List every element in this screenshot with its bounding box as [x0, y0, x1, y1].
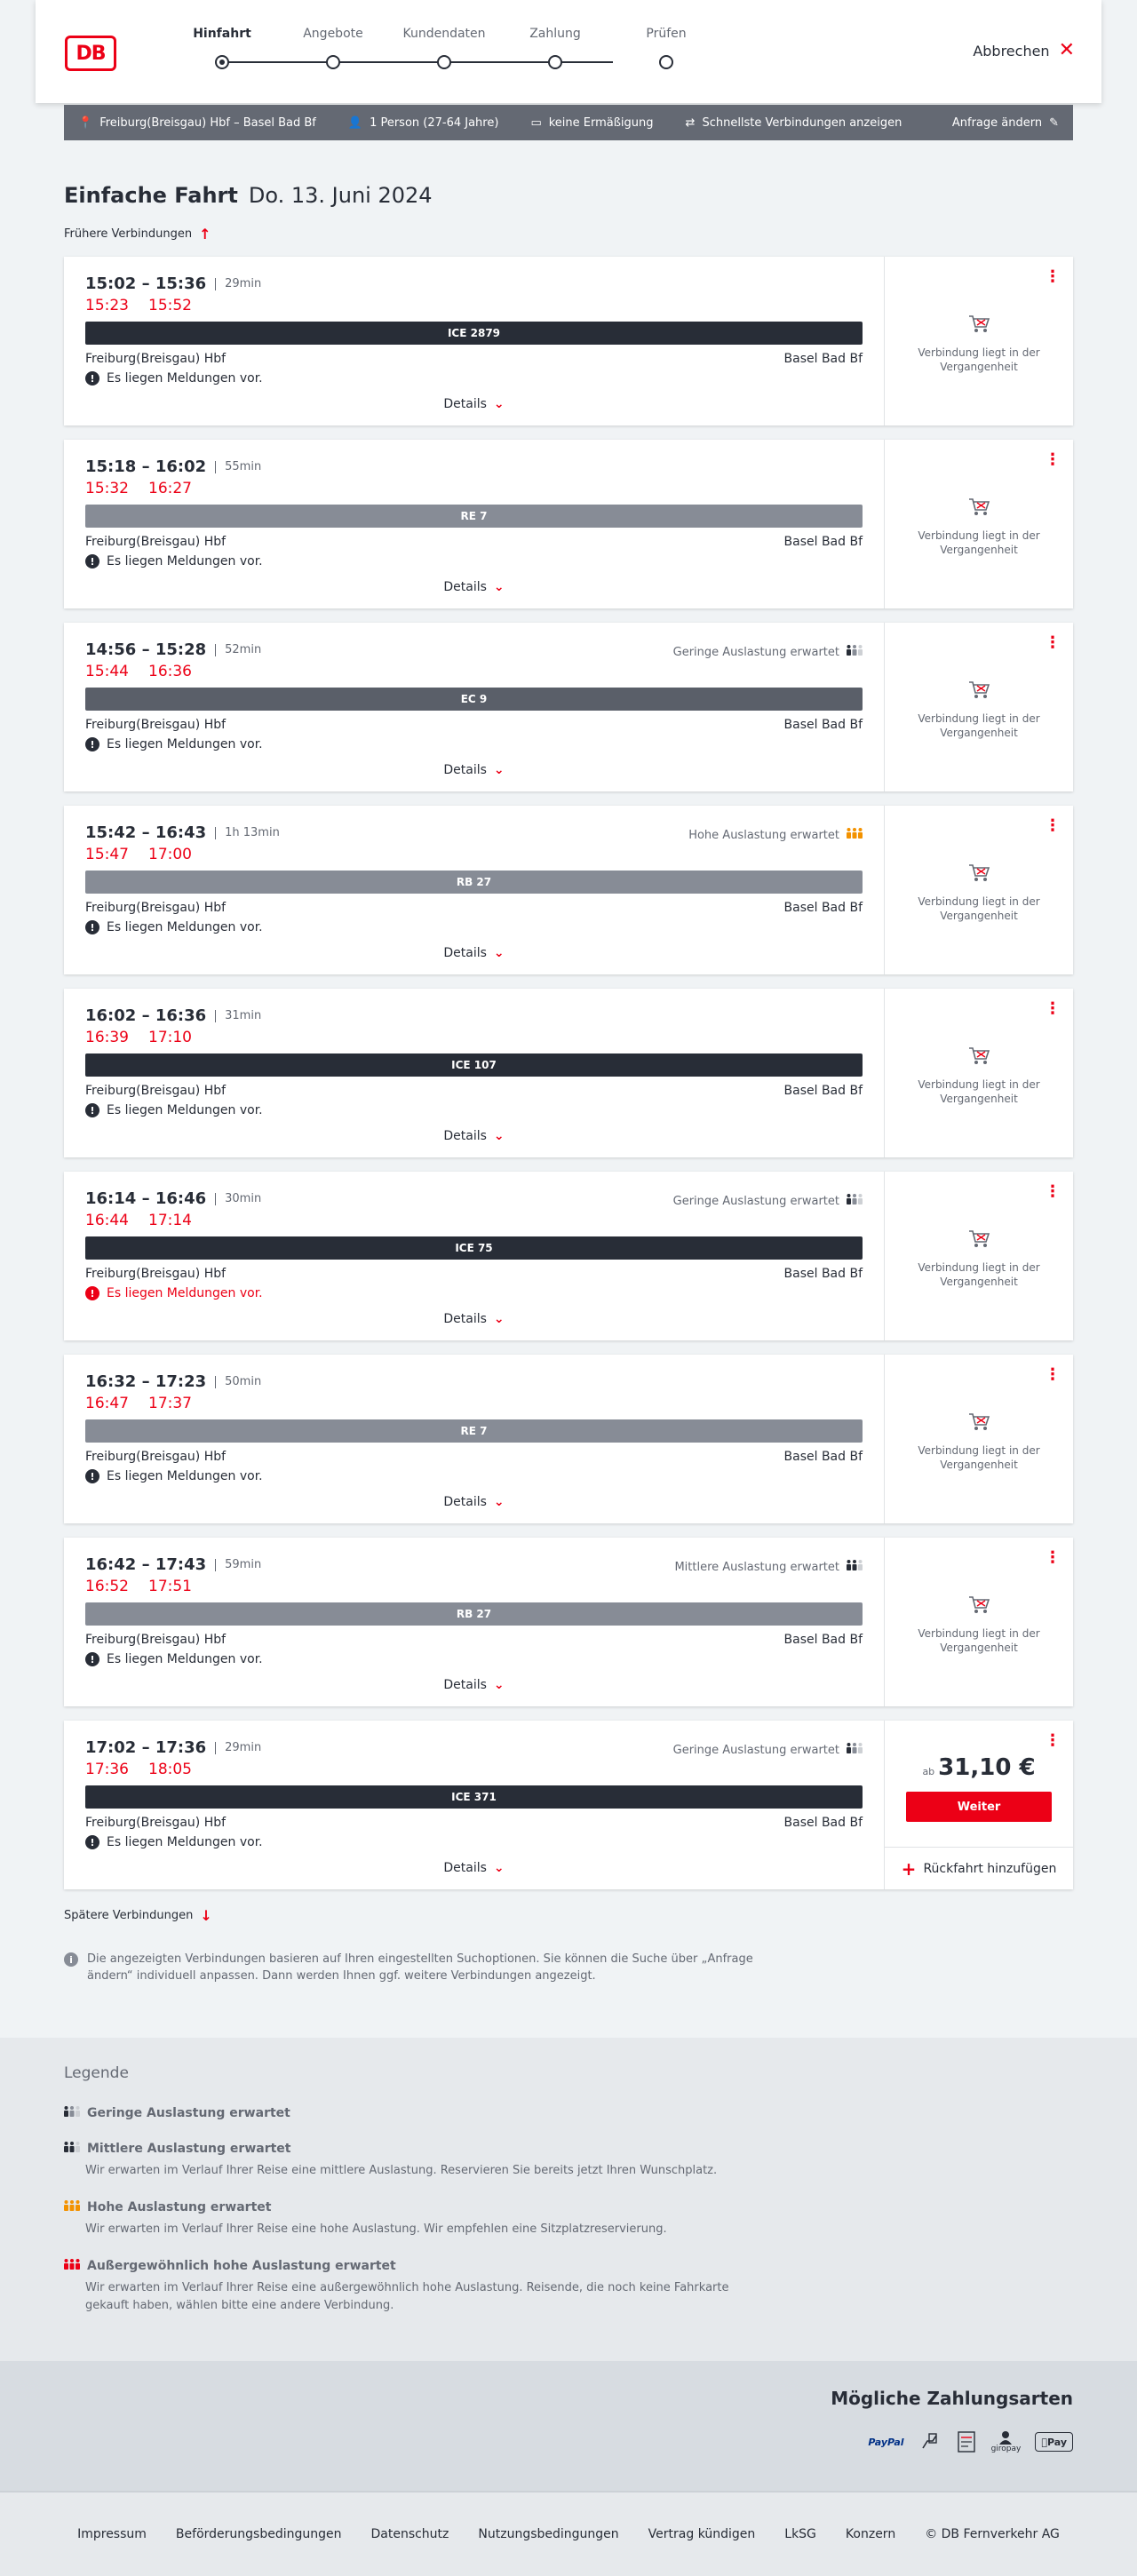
alert-icon: ! — [85, 1652, 99, 1666]
giropay-icon: giropay — [991, 2430, 1022, 2453]
offer-panel — [885, 806, 1073, 974]
stations — [85, 1450, 863, 1464]
step-dot — [326, 55, 340, 69]
departure-station: Freiburg(Breisgau) Hbf — [85, 352, 227, 366]
footer-copyright[interactable]: © DB Fernverkehr AG — [925, 2527, 1060, 2541]
details-toggle[interactable]: Details ⌄ — [443, 1678, 505, 1692]
offer-panel — [885, 1355, 1073, 1523]
alert-icon: ! — [85, 737, 99, 751]
details-toggle[interactable]: Details ⌄ — [443, 1312, 505, 1326]
realtime-times: 16:44 17:14 — [85, 1212, 192, 1229]
duration: 52min — [215, 644, 261, 656]
more-options-icon[interactable]: ⋮ — [1045, 267, 1061, 286]
header — [36, 0, 1101, 103]
cart-disabled-icon — [966, 676, 992, 703]
scheduled-times: 15:02 – 15:36 29min — [85, 274, 262, 293]
past-connection-note: Verbindung liegt in der Vergangenheit — [885, 676, 1073, 740]
arrival-station: Basel Bad Bf — [783, 1450, 863, 1464]
scheduled-times: 17:02 – 17:36 29min — [85, 1738, 262, 1757]
disruption-notice: ! Es liegen Meldungen vor. — [85, 1286, 863, 1300]
info-icon: i — [64, 1952, 78, 1967]
chevron-down-icon: ⌄ — [493, 397, 505, 411]
connection-card[interactable] — [64, 1721, 1073, 1889]
legend-items — [64, 2105, 1073, 2315]
realtime-times: 15:32 16:27 — [85, 480, 192, 497]
legend-item — [64, 2199, 1073, 2238]
cart-disabled-icon — [966, 1408, 992, 1435]
info-note: i Die angezeigten Verbindungen basieren auf Ihren eingestellten Suchoptionen. Sie können die Suche über „Anfrage ändern“ individuell anpassen. Dann werden Ihnen ggf. weitere Verbindungen angezeigt. — [64, 1951, 757, 1984]
more-options-icon[interactable]: ⋮ — [1045, 1182, 1061, 1201]
occupancy-low-icon — [64, 2105, 80, 2121]
disruption-notice: ! Es liegen Meldungen vor. — [85, 737, 863, 751]
disruption-notice: ! Es liegen Meldungen vor. — [85, 554, 863, 568]
occupancy-mid-icon — [64, 2141, 80, 2157]
legend-item — [64, 2258, 1073, 2315]
scheduled-times: 16:32 – 17:23 50min — [85, 1372, 262, 1391]
duration: 29min — [215, 1742, 261, 1754]
alert-icon: ! — [85, 371, 99, 386]
disruption-notice: ! Es liegen Meldungen vor. — [85, 920, 863, 934]
alert-icon: ! — [85, 1469, 99, 1483]
occupancy-low-icon — [847, 1742, 863, 1758]
train-bar[interactable]: RB 27 — [85, 1602, 863, 1626]
arrival-station: Basel Bad Bf — [783, 718, 863, 732]
arrow-down-icon: ↓ — [200, 1907, 212, 1924]
departure-station: Freiburg(Breisgau) Hbf — [85, 1267, 227, 1281]
stations — [85, 1267, 863, 1281]
card-icon: ▭ — [530, 115, 542, 130]
more-options-icon[interactable]: ⋮ — [1045, 1731, 1061, 1750]
footer-link-nutzungsbedingungen[interactable]: Nutzungsbedingungen — [478, 2527, 619, 2541]
load-indicator: Hohe Auslastung erwartet — [688, 827, 863, 843]
stations — [85, 535, 863, 549]
alert-icon: ! — [85, 554, 99, 568]
departure-station: Freiburg(Breisgau) Hbf — [85, 1450, 227, 1464]
train-bar[interactable]: RE 7 — [85, 505, 863, 528]
details-toggle[interactable]: Details ⌄ — [443, 946, 505, 960]
offer-panel — [885, 623, 1073, 791]
payment-title: Mögliche Zahlungsarten — [831, 2388, 1073, 2409]
occupancy-extreme-icon — [64, 2258, 80, 2274]
departure-station: Freiburg(Breisgau) Hbf — [85, 718, 227, 732]
connection-details — [64, 989, 885, 1157]
details-toggle[interactable]: Details ⌄ — [443, 1861, 505, 1875]
step-dot — [548, 55, 562, 69]
realtime-times: 15:44 16:36 — [85, 663, 192, 680]
past-connection-note: Verbindung liegt in der Vergangenheit — [885, 310, 1073, 374]
cart-disabled-icon — [966, 859, 992, 886]
arrival-station: Basel Bad Bf — [783, 1816, 863, 1830]
cart-disabled-icon — [966, 1042, 992, 1069]
details-toggle[interactable]: Details ⌄ — [443, 580, 505, 594]
alert-icon: ! — [85, 1835, 99, 1849]
chevron-down-icon: ⌄ — [493, 1129, 505, 1143]
more-options-icon[interactable]: ⋮ — [1045, 1365, 1061, 1384]
footer-link-lksg[interactable]: LkSG — [784, 2527, 816, 2541]
stations — [85, 718, 863, 732]
departure-station: Freiburg(Breisgau) Hbf — [85, 1816, 227, 1830]
connection-details — [64, 623, 885, 791]
departure-station: Freiburg(Breisgau) Hbf — [85, 1633, 227, 1647]
arrival-station: Basel Bad Bf — [783, 901, 863, 915]
cart-disabled-icon — [966, 1591, 992, 1618]
legend-item-desc: Wir erwarten im Verlauf Ihrer Reise eine hohe Auslastung. Wir empfehlen eine Sitzplatzreservierung. — [85, 2222, 667, 2236]
more-options-icon[interactable]: ⋮ — [1045, 450, 1061, 469]
details-toggle[interactable]: Details ⌄ — [443, 397, 505, 411]
realtime-times: 16:47 17:37 — [85, 1395, 192, 1412]
invoice-icon — [956, 2430, 977, 2453]
duration: 55min — [215, 461, 261, 473]
location-pin-icon: 📍 — [78, 115, 93, 130]
alert-icon: ! — [85, 920, 99, 934]
train-bar[interactable]: ICE 75 — [85, 1236, 863, 1260]
footer-link-datenschutz[interactable]: Datenschutz — [370, 2527, 449, 2541]
chevron-down-icon: ⌄ — [493, 1495, 505, 1509]
past-connection-note: Verbindung liegt in der Vergangenheit — [885, 1225, 1073, 1289]
disruption-notice: ! Es liegen Meldungen vor. — [85, 1103, 863, 1117]
connection-details — [64, 1355, 885, 1523]
details-toggle[interactable]: Details ⌄ — [443, 1129, 505, 1143]
arrival-station: Basel Bad Bf — [783, 1084, 863, 1098]
cart-disabled-icon — [966, 1225, 992, 1252]
train-bar[interactable]: ICE 107 — [85, 1053, 863, 1077]
legend-item-title: Hohe Auslastung erwartet — [64, 2199, 1073, 2215]
realtime-times: 15:47 17:00 — [85, 846, 192, 863]
connection-details — [64, 1538, 885, 1706]
realtime-times: 16:39 17:10 — [85, 1029, 192, 1046]
legend-item-title: Geringe Auslastung erwartet — [64, 2105, 1073, 2121]
apple-icon — [1041, 2437, 1047, 2448]
step-kundendaten[interactable]: Kundendaten — [391, 27, 497, 69]
chevron-down-icon: ⌄ — [493, 763, 505, 777]
pencil-icon: ✎ — [1049, 115, 1059, 130]
person-icon: 👤 — [347, 115, 363, 130]
progress-steps — [160, 27, 687, 80]
connection-card[interactable] — [64, 440, 1073, 608]
arrival-station: Basel Bad Bf — [783, 352, 863, 366]
offer-panel — [885, 440, 1073, 608]
scheduled-times: 16:14 – 16:46 30min — [85, 1189, 262, 1208]
arrow-up-icon: ↑ — [199, 226, 211, 242]
more-options-icon[interactable]: ⋮ — [1045, 633, 1061, 652]
occupancy-high-icon — [64, 2199, 80, 2215]
db-logo[interactable]: DB — [65, 36, 116, 71]
offer-panel — [885, 1721, 1073, 1889]
close-icon: ✕ — [1058, 39, 1075, 61]
occupancy-mid-icon — [847, 1559, 863, 1575]
occupancy-low-icon — [847, 644, 863, 660]
search-summary-bar — [64, 105, 1073, 140]
offer-panel — [885, 257, 1073, 425]
disruption-notice: ! Es liegen Meldungen vor. — [85, 1469, 863, 1483]
page-heading — [64, 183, 1073, 208]
chevron-down-icon: ⌄ — [493, 946, 505, 960]
earlier-connections-link[interactable]: Frühere Verbindungen ↑ — [64, 226, 211, 242]
connection-card[interactable] — [64, 1172, 1073, 1340]
wallet-hand-icon — [918, 2430, 942, 2453]
payment-icons — [868, 2430, 1073, 2453]
later-connections-link[interactable]: Spätere Verbindungen ↓ — [64, 1907, 212, 1924]
departure-station: Freiburg(Breisgau) Hbf — [85, 535, 227, 549]
footer-link-konzern[interactable]: Konzern — [845, 2527, 896, 2541]
footer — [0, 2491, 1137, 2576]
price: ab 31,10 € — [922, 1754, 1036, 1781]
summary-route: 📍 Freiburg(Breisgau) Hbf – Basel Bad Bf — [78, 115, 316, 130]
stations — [85, 1816, 863, 1830]
arrival-station: Basel Bad Bf — [783, 535, 863, 549]
connection-card[interactable] — [64, 257, 1073, 425]
legend-item-desc: Wir erwarten im Verlauf Ihrer Reise eine außergewöhnlich hohe Auslastung. Reisende, die noch keine Fahrkarte gekauft haben, wählen bitte eine andere Verbindung. — [85, 2281, 729, 2312]
train-bar[interactable]: RB 27 — [85, 871, 863, 894]
connection-card[interactable] — [64, 1355, 1073, 1523]
chevron-down-icon: ⌄ — [493, 580, 505, 594]
load-indicator: Mittlere Auslastung erwartet — [674, 1559, 863, 1575]
occupancy-low-icon — [847, 1193, 863, 1209]
past-connection-note: Verbindung liegt in der Vergangenheit — [885, 1591, 1073, 1655]
cart-disabled-icon — [966, 310, 992, 337]
summary-option: ⇄ Schnellste Verbindungen anzeigen — [685, 115, 902, 130]
details-toggle[interactable]: Details ⌄ — [443, 763, 505, 777]
step-zahlung[interactable]: Zahlung — [502, 27, 608, 69]
connection-details — [64, 1721, 885, 1889]
summary-travellers: 👤 1 Person (27-64 Jahre) — [347, 115, 499, 130]
connection-card[interactable] — [64, 806, 1073, 974]
alert-icon: ! — [85, 1286, 99, 1300]
realtime-times: 16:52 17:51 — [85, 1578, 192, 1595]
arrival-station: Basel Bad Bf — [783, 1267, 863, 1281]
offer-panel — [885, 989, 1073, 1157]
past-connection-note: Verbindung liegt in der Vergangenheit — [885, 493, 1073, 557]
scheduled-times: 14:56 – 15:28 52min — [85, 640, 262, 659]
alert-icon: ! — [85, 1103, 99, 1117]
more-options-icon[interactable]: ⋮ — [1045, 816, 1061, 835]
details-toggle[interactable]: Details ⌄ — [443, 1495, 505, 1509]
add-return-trip-button[interactable]: + Rückfahrt hinzufügen — [885, 1847, 1073, 1889]
legend-item — [64, 2141, 1073, 2180]
footer-link-vertrag-kuendigen[interactable]: Vertrag kündigen — [648, 2527, 756, 2541]
change-request-button[interactable]: Anfrage ändern ✎ — [951, 115, 1059, 130]
footer-link-befoerderungsbedingungen[interactable]: Beförderungsbedingungen — [175, 2527, 342, 2541]
connection-details — [64, 806, 885, 974]
occupancy-high-icon — [847, 827, 863, 843]
step-hinfahrt[interactable]: Hinfahrt — [169, 27, 275, 69]
scheduled-times: 15:42 – 16:43 1h 13min — [85, 823, 280, 842]
train-bar[interactable]: EC 9 — [85, 688, 863, 711]
chevron-down-icon: ⌄ — [493, 1861, 505, 1875]
connection-details — [64, 257, 885, 425]
legend — [0, 2038, 1137, 2361]
step-dot — [215, 55, 229, 69]
duration: 50min — [215, 1376, 261, 1388]
legend-item-desc: Wir erwarten im Verlauf Ihrer Reise eine mittlere Auslastung. Reservieren Sie bereits jetzt Ihren Wunschplatz. — [85, 2164, 718, 2177]
connection-card[interactable] — [64, 1538, 1073, 1706]
step-dot — [659, 55, 673, 69]
offer-panel — [885, 1172, 1073, 1340]
scheduled-times: 16:42 – 17:43 59min — [85, 1555, 262, 1574]
departure-station: Freiburg(Breisgau) Hbf — [85, 901, 227, 915]
legend-item — [64, 2105, 1073, 2121]
more-options-icon[interactable]: ⋮ — [1045, 1548, 1061, 1567]
duration: 29min — [215, 278, 261, 290]
disruption-notice: ! Es liegen Meldungen vor. — [85, 1835, 863, 1849]
step-angebote[interactable]: Angebote — [280, 27, 386, 69]
chevron-down-icon: ⌄ — [493, 1678, 505, 1692]
connection-details — [64, 1172, 885, 1340]
summary-discount: ▭ keine Ermäßigung — [530, 115, 654, 130]
step-dot — [437, 55, 451, 69]
load-indicator: Geringe Auslastung erwartet — [673, 1742, 863, 1758]
swap-icon: ⇄ — [685, 115, 696, 130]
connection-card[interactable] — [64, 623, 1073, 791]
stations — [85, 901, 863, 915]
legend-title: Legende — [64, 2064, 129, 2082]
duration: 59min — [215, 1559, 261, 1571]
past-connection-note: Verbindung liegt in der Vergangenheit — [885, 859, 1073, 923]
cancel-button[interactable]: Abbrechen ✕ — [973, 39, 1075, 61]
page-title: Einfache Fahrt — [64, 183, 238, 208]
past-connection-note: Verbindung liegt in der Vergangenheit — [885, 1042, 1073, 1106]
disruption-notice: ! Es liegen Meldungen vor. — [85, 1652, 863, 1666]
travel-date: Do. 13. Juni 2024 — [248, 183, 433, 208]
plus-icon: + — [901, 1857, 917, 1880]
payment-methods — [0, 2361, 1137, 2491]
chevron-down-icon: ⌄ — [493, 1312, 505, 1326]
realtime-times: 15:23 15:52 — [85, 297, 192, 314]
legend-item-title: Mittlere Auslastung erwartet — [64, 2141, 1073, 2157]
train-bar[interactable]: RE 7 — [85, 1419, 863, 1443]
load-indicator: Geringe Auslastung erwartet — [673, 644, 863, 660]
realtime-times: 17:36 18:05 — [85, 1761, 192, 1778]
past-connection-note: Verbindung liegt in der Vergangenheit — [885, 1408, 1073, 1472]
train-bar[interactable]: ICE 371 — [85, 1785, 863, 1809]
disruption-notice: ! Es liegen Meldungen vor. — [85, 371, 863, 386]
train-bar[interactable]: ICE 2879 — [85, 322, 863, 345]
connection-card[interactable] — [64, 989, 1073, 1157]
connection-list — [64, 257, 1073, 1889]
cart-disabled-icon — [966, 493, 992, 520]
more-options-icon[interactable]: ⋮ — [1045, 999, 1061, 1018]
stations — [85, 1633, 863, 1647]
departure-station: Freiburg(Breisgau) Hbf — [85, 1084, 227, 1098]
scheduled-times: 15:18 – 16:02 55min — [85, 457, 262, 476]
continue-button[interactable]: Weiter — [906, 1792, 1052, 1822]
paypal-icon: PayPal — [868, 2436, 904, 2448]
duration: 31min — [215, 1010, 261, 1022]
scheduled-times: 16:02 – 16:36 31min — [85, 1006, 262, 1025]
arrival-station: Basel Bad Bf — [783, 1633, 863, 1647]
stations — [85, 1084, 863, 1098]
duration: 1h 13min — [215, 827, 280, 839]
apple-pay-icon: Pay — [1035, 2432, 1073, 2452]
legend-item-title: Außergewöhnlich hohe Auslastung erwartet — [64, 2258, 1073, 2274]
step-pruefen[interactable]: Prüfen — [613, 27, 720, 69]
stations — [85, 352, 863, 366]
offer-panel — [885, 1538, 1073, 1706]
connection-details — [64, 440, 885, 608]
load-indicator: Geringe Auslastung erwartet — [673, 1193, 863, 1209]
footer-link-impressum[interactable]: Impressum — [77, 2527, 147, 2541]
duration: 30min — [215, 1193, 261, 1205]
